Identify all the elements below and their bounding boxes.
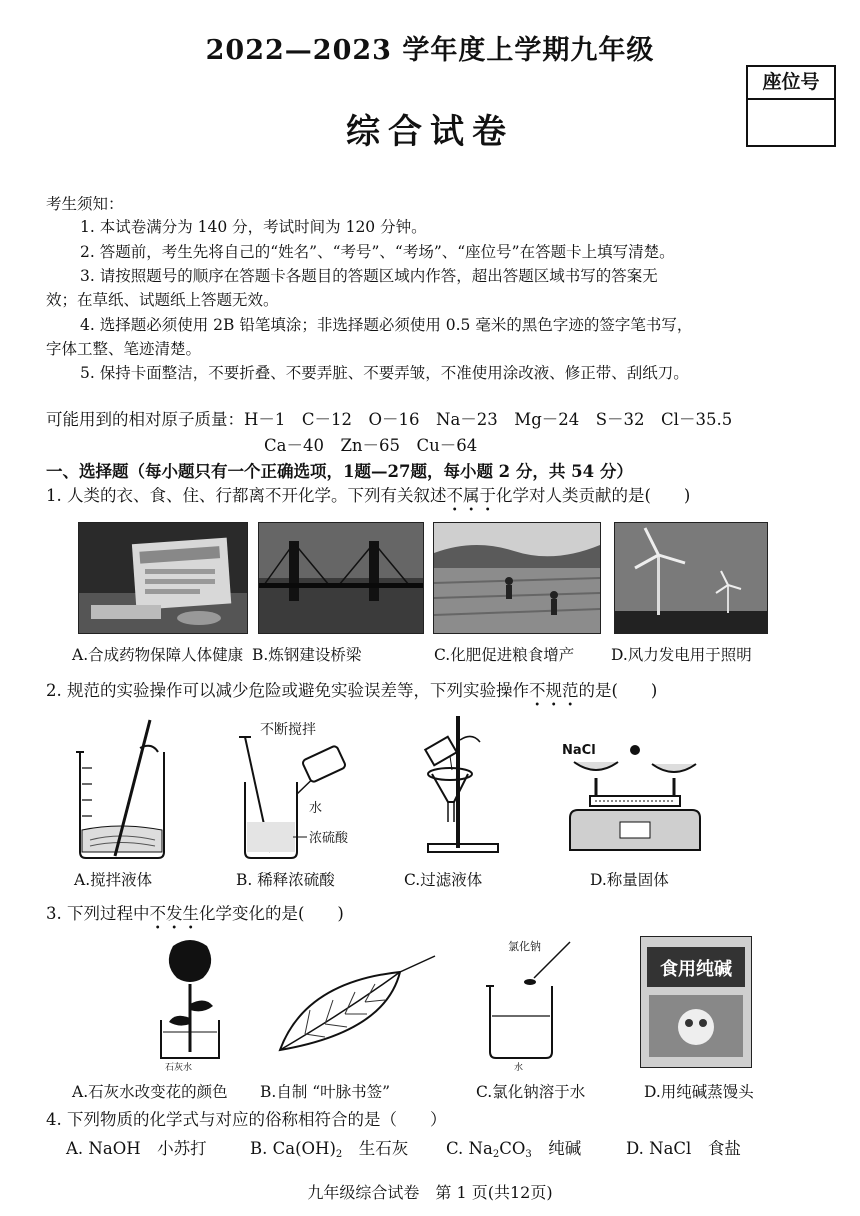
- formula-subscript: 2: [335, 1149, 343, 1160]
- limewater-label: 石灰水: [165, 1063, 193, 1073]
- farmland-photo: [433, 522, 601, 634]
- notice-heading: 考生须知：: [46, 195, 124, 213]
- page-footer: 九年级综合试卷 第 1 页(共12页): [307, 1183, 553, 1202]
- formula: CO: [499, 1139, 526, 1158]
- medicine-photo: [78, 522, 248, 634]
- common-name: 食盐: [707, 1139, 741, 1158]
- salt-label: 氯化钠: [508, 940, 541, 953]
- section-heading: 一、选择题（每小题只有一个正确选项，1题—27题，每小题 2 分，共 54 分）: [46, 462, 633, 481]
- option-letter: D.: [626, 1139, 644, 1158]
- emphasis-char: 属: [463, 486, 480, 505]
- common-name: 小苏打: [157, 1139, 207, 1158]
- filter-liquid-diagram: [410, 712, 520, 864]
- q4-option-a[interactable]: [66, 1137, 207, 1161]
- notice-item-1: 1. 本试卷满分为 140 分，考试时间为 120 分钟。: [80, 218, 427, 236]
- package-label: 食用纯碱: [660, 959, 732, 980]
- exam-year-title: 2022—2023 学年度上学期九年级: [205, 35, 655, 66]
- option-letter: A.: [66, 1139, 84, 1158]
- formula: NaCl: [649, 1139, 692, 1158]
- emphasis-char: 发: [166, 904, 183, 923]
- nacl-label: NaCl: [562, 743, 596, 758]
- seat-number-box[interactable]: [746, 65, 836, 147]
- exam-title: 综合试卷: [346, 112, 514, 152]
- emphasis-char: 于: [479, 486, 496, 505]
- soda-package-photo: [640, 936, 752, 1068]
- option-letter: C.: [446, 1139, 464, 1158]
- q1-option-a[interactable]: A.合成药物保障人体健康: [72, 646, 244, 664]
- emphasis-char: 范: [562, 681, 579, 700]
- q1-stem-after: 化学对人类贡献的是( ): [496, 486, 691, 505]
- notice-item-3: 3. 请按照题号的顺序在答题卡各题目的答题区域内作答，超出答题区域书写的答案无: [80, 267, 658, 285]
- balance-scale-diagram: [560, 738, 710, 858]
- q4-option-b[interactable]: [250, 1137, 408, 1167]
- emphasis-char: 不: [446, 486, 463, 505]
- q2-option-c[interactable]: C.过滤液体: [404, 871, 483, 889]
- q1-option-d[interactable]: D.风力发电用于照明: [611, 646, 752, 664]
- option-letter: B.: [250, 1139, 268, 1158]
- common-name: 生石灰: [358, 1139, 409, 1158]
- q2-stem-before: 2. 规范的实验操作可以减少危险或避免实验误差等，下列实验操作: [46, 681, 529, 700]
- atomic-mass-line-1: 可能用到的相对原子质量：H－1 C－12 O－16 Na－23 Mg－24 S－32 Cl－35.5: [46, 410, 733, 429]
- leaf-bookmark-diagram: [275, 952, 440, 1057]
- question-3-stem: [46, 902, 344, 926]
- atomic-mass-line-2: Ca－40 Zn－65 Cu－64: [264, 436, 478, 455]
- formula: Na: [468, 1139, 493, 1158]
- q2-stem-after: 的是( ): [578, 681, 658, 700]
- formula-subscript: 2: [492, 1149, 500, 1160]
- dilute-acid-diagram: [225, 712, 375, 862]
- q3-stem-after: 化学变化的是( ): [199, 904, 344, 923]
- emphasis-char: 生: [182, 904, 199, 923]
- acid-label: 浓硫酸: [309, 831, 349, 846]
- q1-option-b[interactable]: B.炼钢建设桥梁: [252, 646, 362, 664]
- q3-option-b[interactable]: B.自制 “叶脉书签”: [260, 1083, 391, 1101]
- q4-option-d[interactable]: [626, 1137, 741, 1161]
- water-label: 水: [309, 801, 323, 816]
- formula-subscript: 3: [525, 1149, 532, 1160]
- stir-label: 不断搅拌: [260, 722, 316, 738]
- notice-item-4: 4. 选择题必须使用 2B 铅笔填涂；非选择题必须使用 0.5 毫米的黑色字迹的签字笔书写，: [80, 316, 693, 334]
- q3-option-d[interactable]: D.用纯碱蒸馒头: [644, 1083, 754, 1101]
- q1-option-c[interactable]: C.化肥促进粮食增产: [434, 646, 575, 664]
- flower-in-limewater-diagram: [145, 934, 235, 1074]
- question-1-stem: [46, 484, 690, 508]
- q2-option-b[interactable]: B. 稀释浓硫酸: [236, 871, 335, 889]
- question-4-stem: 4. 下列物质的化学式与对应的俗称相符合的是（ ）: [46, 1110, 447, 1129]
- notice-item-2: 2. 答题前，考生先将自己的“姓名”、“考号”、“考场”、“座位号”在答题卡上填写清楚。: [80, 243, 675, 261]
- formula: Ca(OH): [272, 1139, 336, 1158]
- notice-item-3-cont: 效；在草纸、试题纸上答题无效。: [46, 291, 279, 309]
- q4-option-c[interactable]: [446, 1137, 581, 1167]
- question-2-stem: [46, 679, 657, 703]
- common-name: 纯碱: [548, 1139, 582, 1158]
- q2-option-a[interactable]: A.搅拌液体: [74, 871, 153, 889]
- q3-option-a[interactable]: A.石灰水改变花的颜色: [72, 1083, 228, 1101]
- q3-option-c[interactable]: C.氯化钠溶于水: [476, 1083, 586, 1101]
- salt-dissolving-diagram: [478, 936, 588, 1076]
- emphasis-char: 规: [545, 681, 562, 700]
- seat-number-label: 座位号: [748, 67, 834, 100]
- emphasis-char: 不: [529, 681, 546, 700]
- wind-turbine-photo: [614, 522, 768, 634]
- notice-item-4-cont: 字体工整、笔迹清楚。: [46, 340, 202, 358]
- emphasis-char: 不: [149, 904, 166, 923]
- water-label: 水: [514, 1063, 524, 1073]
- stirring-liquid-diagram: [60, 712, 180, 860]
- q3-stem-before: 3. 下列过程中: [46, 904, 150, 923]
- formula: NaOH: [88, 1139, 141, 1158]
- q2-option-d[interactable]: D.称量固体: [590, 871, 669, 889]
- bridge-photo: [258, 522, 424, 634]
- notice-item-5: 5. 保持卡面整洁，不要折叠、不要弄脏、不要弄皱，不准使用涂改液、修正带、刮纸刀。: [80, 364, 689, 382]
- q1-stem-before: 1. 人类的衣、食、住、行都离不开化学。下列有关叙述: [46, 486, 447, 505]
